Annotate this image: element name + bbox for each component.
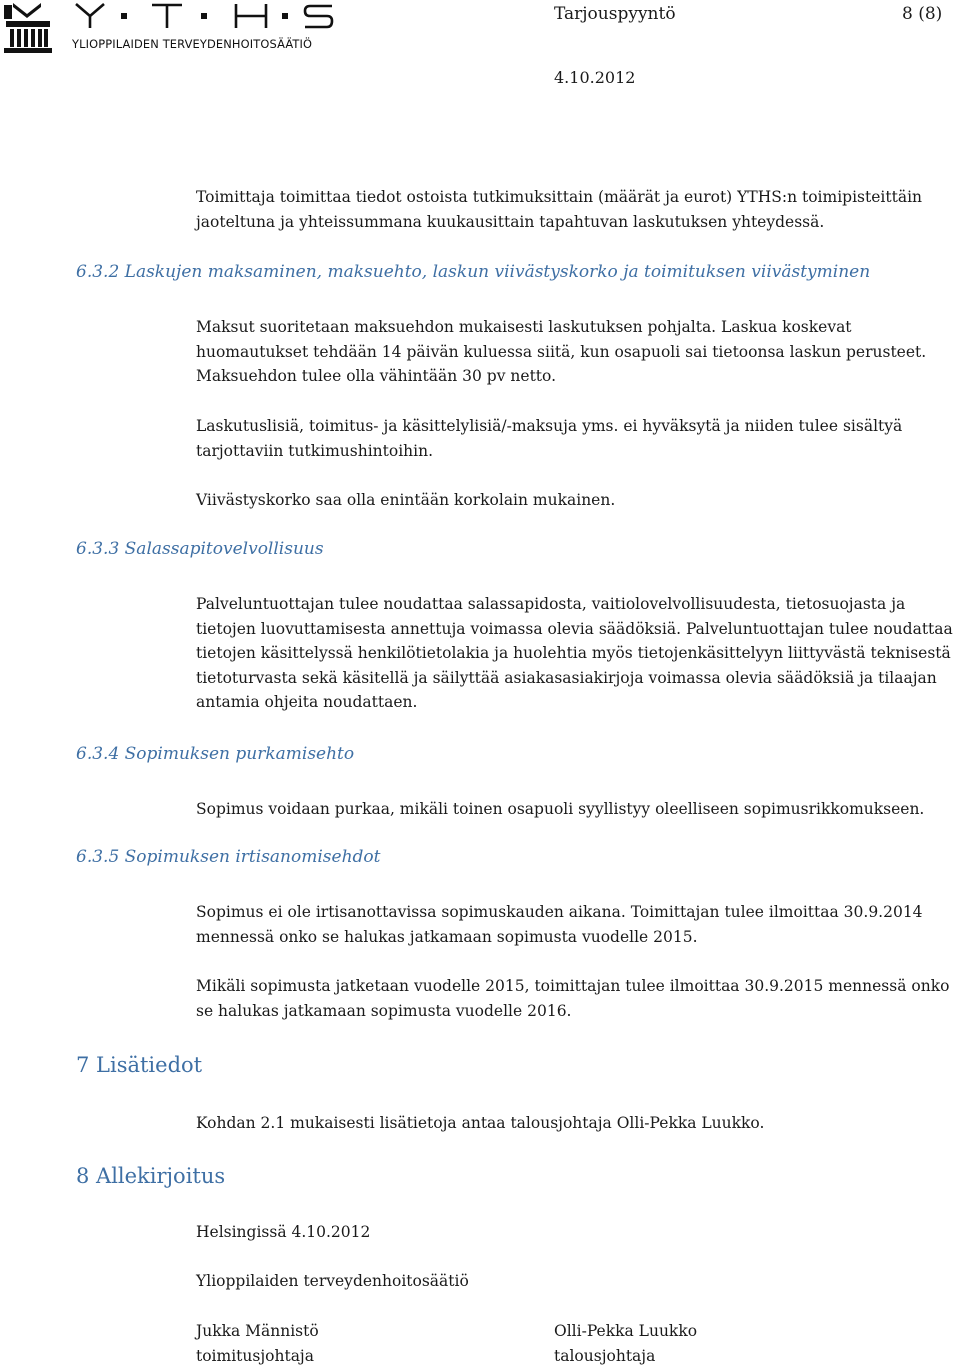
s632-p2-line-1: Laskutuslisiä, toimitus- ja käsittelylisiä/-maksuja yms. ei hyväksytä ja niiden tulee sisältyä [196,417,903,435]
s633-paragraph-1 [196,592,953,715]
s633-p1-line-2: tietojen luovuttamisesta annettuja voimassa olevia säädöksiä. Palveluntuottajan tulee noudattaa [196,619,953,638]
heading-6-3-5: 6.3.5 Sopimuksen irtisanomisehdot [76,847,381,867]
s632-p1-line-3: Maksuehdon tulee olla vähintään 30 pv netto. [196,367,557,386]
signer-1-name: Jukka Männistö [196,1322,319,1340]
s635-p2-line-1: Mikäli sopimusta jatketaan vuodelle 2015, toimittajan tulee ilmoittaa 30.9.2015 mennessä onko [196,977,950,995]
signer-2 [554,1319,697,1368]
s633-p1-line-1: Palveluntuottajan tulee noudattaa salassapidosta, vaitiolovelvollisuudesta, tietosuojasta ja [196,595,906,613]
s7-paragraph-1: Kohdan 2.1 mukaisesti lisätietoja antaa talousjohtaja Olli-Pekka Luukko. [196,1114,765,1132]
s632-p1-line-2: huomautukset tehdään 14 päivän kuluessa siitä, kun osapuoli sai tietoonsa laskun perusteet. [196,342,927,361]
s635-p2-line-2: se halukas jatkamaan sopimusta vuodelle 2016. [196,1001,572,1020]
s635-p1-line-2: mennessä onko se halukas jatkamaan sopimusta vuodelle 2015. [196,927,698,946]
s632-paragraph-3: Viivästyskorko saa olla enintään korkolain mukainen. [196,491,616,509]
intro-line-1: Toimittaja toimittaa tiedot ostoista tutkimuksittain (määrät ja eurot) YTHS:n toimipisteittäin [196,188,923,206]
s632-p1-line-1: Maksut suoritetaan maksuehdon mukaisesti laskutuksen pohjalta. Laskua koskevat [196,318,852,336]
s633-p1-line-3: tietojen käsittelyssä henkilötietolakia ja huolehtia myös tietojenkäsittelyyn liittyvästä teknisestä [196,644,951,663]
s635-p1-line-1: Sopimus ei ole irtisanottavissa sopimuskauden aikana. Toimittajan tulee ilmoittaa 30.9.2014 [196,903,923,921]
intro-paragraph [196,185,922,234]
doc-title: Tarjouspyyntö [554,4,676,24]
s634-paragraph-1: Sopimus voidaan purkaa, mikäli toinen osapuoli syyllistyy oleelliseen sopimusrikkomukseen. [196,800,925,818]
s633-p1-line-4: tietoturvasta sekä käsitellä ja säilyttää asiakasasiakirjoja voimassa olevia säädöksiä ja tilaajan [196,668,937,687]
logo-subtitle: YLIOPPILAIDEN TERVEYDENHOITOSÄÄTIÖ [72,37,313,51]
intro-line-2: jaoteltuna ja yhteissummana kuukausittain tapahtuvan laskutuksen yhteydessä. [196,212,825,231]
s635-paragraph-1 [196,900,923,949]
s632-p2-line-2: tarjottaviin tutkimushintoihin. [196,441,434,460]
heading-6-3-3: 6.3.3 Salassapitovelvollisuus [76,539,324,559]
heading-6-3-2: 6.3.2 Laskujen maksaminen, maksuehto, laskun viivästyskorko ja toimituksen viivästyminen [76,262,871,282]
signature-organization: Ylioppilaiden terveydenhoitosäätiö [196,1272,469,1290]
s633-p1-line-5: antamia ohjeita noudattaen. [196,693,418,712]
doc-date: 4.10.2012 [554,68,636,87]
signer-2-title: talousjohtaja [554,1346,656,1365]
s632-paragraph-2 [196,414,902,463]
heading-8: 8 Allekirjoitus [76,1164,226,1188]
s632-paragraph-1 [196,315,926,389]
signer-1-title: toimitusjohtaja [196,1346,314,1365]
page-number: 8 (8) [902,4,943,24]
pillar-emblem-icon [4,3,52,53]
s635-paragraph-2 [196,974,949,1023]
signature-place-date: Helsingissä 4.10.2012 [196,1223,371,1241]
heading-6-3-4: 6.3.4 Sopimuksen purkamisehto [76,744,355,764]
heading-7: 7 Lisätiedot [76,1053,203,1077]
signer-1 [196,1319,319,1368]
signer-2-name: Olli-Pekka Luukko [554,1322,698,1340]
